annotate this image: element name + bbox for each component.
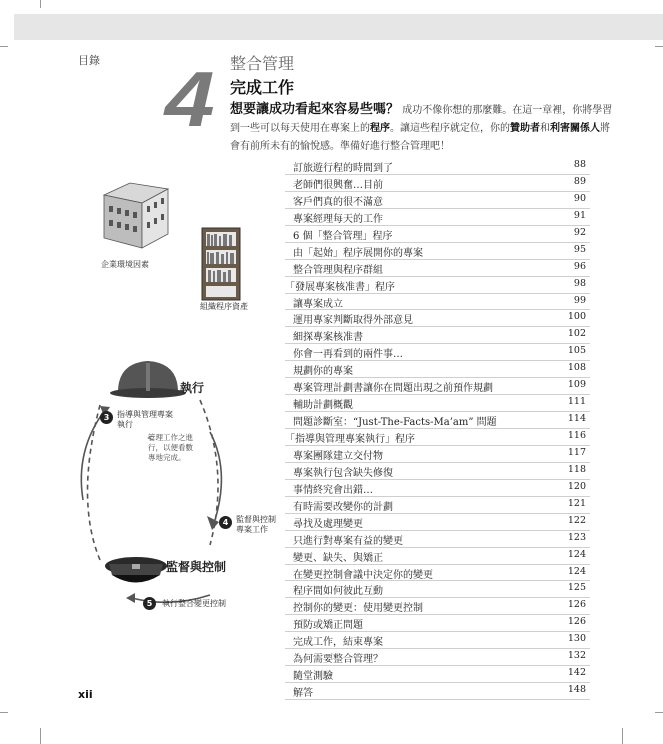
- toc-entry-title: 預防或矯正問題: [293, 620, 363, 632]
- toc-entry-title: 運用專家判斷取得外部意見: [293, 315, 413, 327]
- toc-entry-page: 95: [573, 243, 586, 255]
- toc-row[interactable]: [285, 175, 590, 192]
- toc-row[interactable]: [285, 683, 590, 700]
- toc-entry-page: 100: [567, 311, 586, 323]
- execute-label: 執行: [180, 381, 205, 395]
- toc-entry-page: 125: [567, 582, 586, 594]
- toc-entry-title: 有時需要改變你的計劃: [293, 501, 393, 513]
- toc-entry-page: 116: [567, 430, 586, 441]
- toc-row[interactable]: [285, 429, 590, 446]
- toc-entry-page: 130: [567, 633, 586, 645]
- toc-row[interactable]: [285, 446, 590, 463]
- toc-entry-title: 由「起始」程序展開你的專案: [293, 247, 423, 259]
- cycle-arrow: [210, 432, 221, 520]
- toc-entry-title: 輔助計劃概觀: [293, 400, 353, 412]
- toc-row[interactable]: [285, 378, 590, 395]
- toc-entry-title: 你會一再看到的兩件事…: [293, 349, 403, 361]
- toc-entry-title: 隨堂測驗: [293, 671, 333, 683]
- toc-entry-page: 124: [567, 565, 586, 577]
- toc-entry-page: 142: [567, 667, 586, 679]
- process-assets-label: 組織程序資產: [200, 302, 248, 311]
- step-3-label: 指導與管理專案 執行: [117, 410, 173, 429]
- toc-row[interactable]: [285, 463, 590, 480]
- toc-entry-title: 事情終究會出錯…: [293, 484, 373, 496]
- toc-entry-title: 「指導與管理專案執行」程序: [285, 434, 415, 445]
- toc-row[interactable]: [285, 412, 590, 429]
- intro-bold: 利害關係人: [550, 123, 600, 134]
- toc-row[interactable]: [285, 192, 590, 209]
- toc-entry-page: 99: [573, 294, 586, 306]
- env-factors-label: 企業環境因素: [101, 260, 149, 269]
- toc-entry-title: 變更、缺失、與矯正: [293, 552, 383, 564]
- toc-entry-page: 98: [573, 277, 586, 289]
- toc-entry-title: 細探專案核准書: [293, 332, 363, 344]
- toc-entry-page: 118: [567, 463, 586, 475]
- step-5-label: 執行整合變更控制: [162, 599, 226, 608]
- intro-bold: 程序: [370, 123, 390, 134]
- step-4-badge: 4: [219, 516, 232, 529]
- toc-entry-title: 客戶們真的很不滿意: [293, 196, 383, 208]
- toc-entry-page: 126: [567, 599, 586, 611]
- toc-row[interactable]: [285, 548, 590, 565]
- step-5-badge: 5: [143, 597, 156, 610]
- toc-row[interactable]: [285, 531, 590, 548]
- toc-entry-page: 123: [567, 531, 586, 543]
- toc-entry-title: 規劃你的專案: [293, 366, 353, 378]
- page-number: xii: [78, 688, 93, 701]
- toc-entry-title: 在變更控制會議中決定你的變更: [293, 569, 433, 581]
- toc-entry-page: 92: [573, 226, 586, 238]
- toc-row[interactable]: [285, 615, 590, 632]
- step-4-label: 監督與控制 專案工作: [236, 515, 276, 534]
- toc-entry-title: 問題診斷室：“Just-The-Facts-Ma’am” 問題: [293, 417, 497, 429]
- toc-entry-title: 程序間如何彼此互動: [293, 586, 383, 598]
- toc-row[interactable]: [285, 226, 590, 243]
- arrowhead-icon: [207, 516, 219, 530]
- top-banner: [14, 14, 663, 40]
- toc-row[interactable]: [285, 395, 590, 412]
- toc-row[interactable]: [285, 565, 590, 582]
- toc-entry-title: 讓專案成立: [293, 298, 343, 310]
- step-3-badge: 3: [100, 411, 113, 424]
- cycle-arrow: [81, 410, 105, 500]
- toc-entry-page: 111: [567, 396, 586, 408]
- toc-entry-page: 126: [567, 616, 586, 628]
- bookshelf-icon: [202, 228, 240, 300]
- toc-entry-title: 為何需要整合管理？: [293, 654, 383, 666]
- page-label: 目錄: [78, 54, 100, 67]
- toc-entry-title: 控制你的變更：使用變更控制: [293, 603, 423, 615]
- arrowhead-icon: [126, 593, 135, 603]
- toc-row[interactable]: [285, 581, 590, 598]
- toc-entry-title: 訂旅遊行程的時間到了: [293, 163, 393, 174]
- toc-row[interactable]: [285, 514, 590, 531]
- toc-row[interactable]: [285, 344, 590, 361]
- toc-entry-title: 專案經理每天的工作: [293, 213, 383, 225]
- toc-row[interactable]: [285, 361, 590, 378]
- toc-row[interactable]: [285, 598, 590, 615]
- toc-entry-page: 121: [567, 497, 586, 509]
- toc-entry-page: 132: [567, 650, 586, 662]
- building-icon: [104, 183, 168, 248]
- toc-entry-page: 88: [573, 159, 586, 170]
- toc-entry-page: 124: [567, 548, 586, 560]
- crop-mark: [40, 0, 41, 8]
- toc-row[interactable]: [285, 666, 590, 683]
- toc-entry-title: 老師們很興奮…目前: [293, 179, 383, 191]
- crop-mark: [0, 712, 8, 713]
- chapter-title: 完成工作: [230, 78, 295, 97]
- toc-row[interactable]: [285, 260, 590, 277]
- toc-entry-page: 105: [567, 345, 586, 357]
- toc-entry-title: 解答: [293, 688, 313, 700]
- toc-entry-title: 專案管理計劃書讓你在問題出現之前預作規劃: [293, 383, 493, 395]
- monitor-control-label: 監督與控制: [166, 560, 227, 574]
- toc-row[interactable]: [285, 243, 590, 260]
- toc-row[interactable]: [285, 480, 590, 497]
- crop-mark: [40, 728, 41, 744]
- toc-entry-title: 只進行對專案有益的變更: [293, 535, 403, 547]
- toc-row[interactable]: [285, 327, 590, 344]
- chapter-section: 整合管理: [230, 54, 295, 73]
- intro-bold: 贊助者: [510, 123, 540, 134]
- toc-entry-page: 108: [567, 362, 586, 374]
- toc-entry-page: 96: [573, 260, 586, 272]
- chapter-number: 4: [164, 55, 215, 143]
- intro-text: 。讓這些程序就定位，你的: [390, 123, 510, 134]
- toc-row[interactable]: [285, 497, 590, 514]
- crop-mark: [655, 712, 663, 713]
- toc-entry-page: 120: [567, 480, 586, 492]
- toc-entry-page: 148: [567, 684, 586, 696]
- toc-entry-title: 整合管理與程序群組: [293, 264, 383, 276]
- chapter-intro: [230, 101, 614, 156]
- toc-entry-title: 專案執行包含缺失修復: [293, 467, 393, 479]
- police-cap-icon: [105, 557, 167, 583]
- table-of-contents: [285, 158, 590, 700]
- crop-mark: [655, 46, 663, 47]
- toc-row[interactable]: [285, 310, 590, 327]
- toc-entry-page: 109: [567, 379, 586, 391]
- toc-row[interactable]: [285, 294, 590, 311]
- toc-entry-page: 117: [567, 446, 586, 458]
- toc-entry-page: 89: [573, 175, 586, 187]
- toc-entry-page: 122: [567, 514, 586, 526]
- toc-row[interactable]: [285, 632, 590, 649]
- toc-entry-title: 完成工作，結束專案: [293, 637, 383, 649]
- toc-row[interactable]: [285, 209, 590, 226]
- toc-entry-title: 6 個「整合管理」程序: [293, 230, 393, 242]
- intro-lead: 想要讓成功看起來容易些嗎？: [230, 102, 400, 117]
- hard-hat-icon: [110, 361, 186, 398]
- handwritten-note: 管理工作之進 行，以便看數 專地完成。: [148, 433, 193, 462]
- toc-entry-title: 專案團隊建立交付物: [293, 450, 383, 462]
- toc-entry-title: 「發展專案核准書」程序: [285, 281, 395, 293]
- intro-text: 和: [540, 123, 550, 134]
- toc-entry-page: 91: [573, 209, 586, 221]
- toc-entry-page: 114: [567, 413, 586, 425]
- toc-row[interactable]: [285, 649, 590, 666]
- crop-mark: [0, 46, 8, 47]
- toc-entry-page: 90: [573, 192, 586, 204]
- crop-mark: [622, 728, 623, 744]
- toc-entry-title: 尋找及處理變更: [293, 518, 363, 530]
- toc-row[interactable]: [285, 277, 590, 294]
- intro-text: 成功不像你想的那麼難。在這一章裡，你將學習到一些可以每天使用在專案上的: [230, 105, 613, 134]
- intro-text: 將會有前所未有的愉悅感。準備好進行整合管理吧！: [230, 123, 610, 152]
- toc-entry-page: 102: [567, 328, 586, 340]
- toc-row[interactable]: [285, 158, 590, 175]
